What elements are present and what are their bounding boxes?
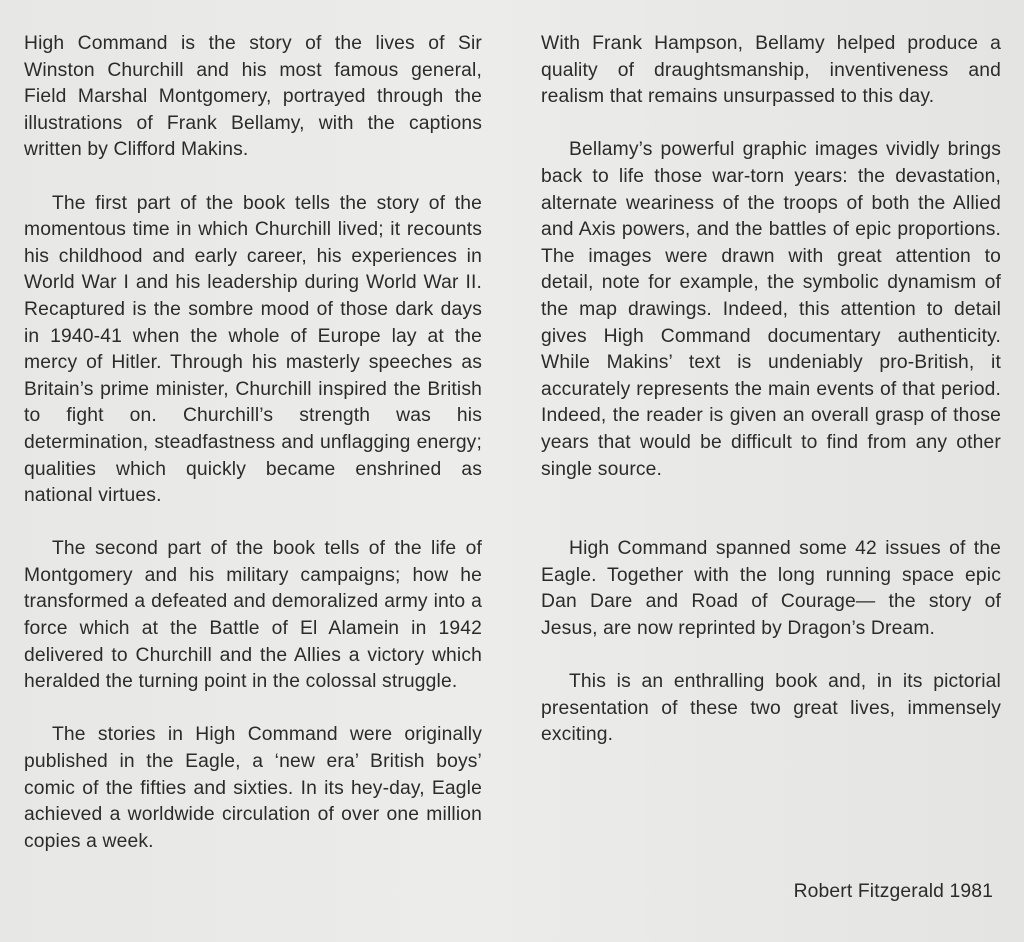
- paragraph-churchill: The first part of the book tells the story of the momentous time in which Churchill lived; it recounts his childhood and early career, his experiences in World War I and his leadership during World War II. Recaptured is the sombre mood of those dark days in 1940-41 when the whole of Europe lay at the mercy of Hitler. Through his masterly speeches as Britain’s prime minister, Churchill inspired the British to fight on. Churchill’s strength was his determination, steadfastness and unflagging energy; qualities which quickly became enshrined as national virtues.: [24, 192, 482, 507]
- paragraph-montgomery: The second part of the book tells of the life of Montgomery and his military campaigns; how he transformed a defeated and demoralized army into a force which at the Battle of El Alamein in 1942 delivered to Churchill and the Allies a victory which heralded the turning point in the colossal struggle.: [24, 538, 482, 693]
- paragraph-spacer: [541, 483, 1001, 536]
- paragraph-spacer: [541, 642, 1001, 669]
- paragraph-eagle-issues: High Command spanned some 42 issues of the Eagle. Together with the long running space epic Dan Dare and Road of Courage— the story of Jesus, are now reprinted by Dragon’s Dream.: [541, 538, 1001, 639]
- paragraph-intro: High Command is the story of the lives of Sir Winston Churchill and his most famous general, Field Marshal Montgomery, portrayed through the illustrations of Frank Bellamy, with the captions written by Clifford Makins.: [24, 33, 482, 161]
- paragraph-spacer: [24, 696, 482, 723]
- author-signature: Robert Fitzgerald 1981: [793, 881, 993, 902]
- right-text-column: [541, 31, 1001, 749]
- paragraph-conclusion: This is an enthralling book and, in its pictorial presentation of these two great lives, immensely exciting.: [541, 671, 1001, 746]
- paragraph-bellamy-images: Bellamy’s powerful graphic images vividly brings back to life those war-torn years: the devastation, alternate weariness of the troops of both the Allied and Axis powers, and the battles of epic proportions. The images were drawn with great attention to detail, note for example, the symbolic dynamism of the map drawings. Indeed, this attention to detail gives High Command documentary authenticity. While Makins’ text is undeniably pro-British, it accurately represents the main events of that period. Indeed, the reader is given an overall grasp of those years that would be difficult to find from any other single source.: [541, 139, 1001, 480]
- paragraph-spacer: [24, 510, 482, 537]
- left-text-column: [24, 31, 482, 855]
- paragraph-eagle-origin: The stories in High Command were originally published in the Eagle, a ‘new era’ British boys’ comic of the fifties and sixties. In its hey-day, Eagle achieved a worldwide circulation of over one million copies a week.: [24, 724, 482, 852]
- paragraph-spacer: [24, 164, 482, 191]
- paragraph-hampson: With Frank Hampson, Bellamy helped produce a quality of draughtsmanship, inventiveness and realism that remains unsurpassed to this day.: [541, 33, 1001, 108]
- paragraph-spacer: [541, 111, 1001, 138]
